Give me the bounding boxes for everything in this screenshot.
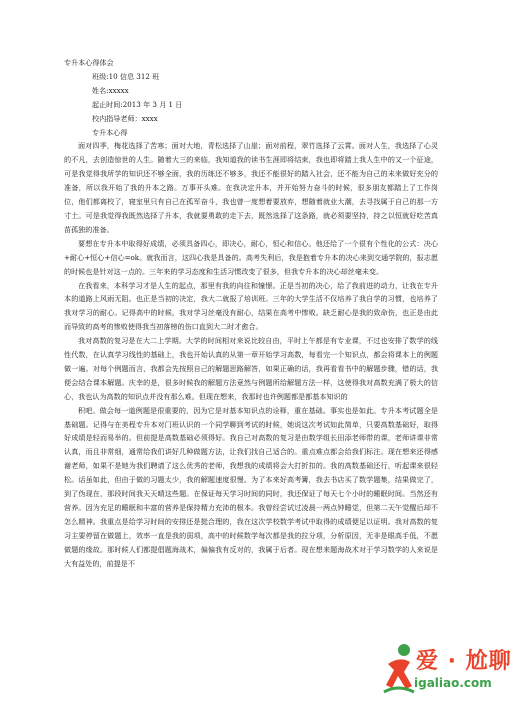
runner-icon — [382, 642, 416, 694]
watermark-brand: 爱 · 尬聊 — [416, 649, 512, 674]
watermark-url: igaliao.com — [414, 676, 492, 690]
document-body — [64, 56, 438, 571]
paragraph: 面对四季，梅花选择了苦寒；面对大地，青松选择了山崖；面对前程，翠竹选择了云霄。面对人生，我选择了心灵的不凡，去创造惊世的人生。随着大三的来临，我知道我的读书生涯即将结束，我也即将踏上我人生中的又一个征途，可是我觉得我所学的知识还不够全面，我的历练还不够多，我还不能很好的踏入社会，还不能为自己的未来做好充分的准备，所以我开始了我的升本之路。万事开头难。在我决定升本，并开始努力奋斗的时候，很多朋友都踏上了工作岗位，他们都离校了，寝室里只有自己在孤军奋斗，我也曾一度想着要放弃，想随着就业大潮，去寻找属于自己的那一方寸土。可是我觉得我既然选择了升本，我就要勇敢的走下去，既然选择了这条路，就必须要坚持，持之以恒就好吃苦真苗孤独的准备。 — [64, 141, 438, 234]
paragraph: 积吧。做会每一道例题是很重要的，因为它是对基本知识点的诠释，重在基础。事实也是如此。专升本考试题全是基础题。记得与在美程专升本对门班认识的一个同学聊到考试的时候，她说这次考试如此简单，只要高数基础好，取得好成绩是轻而易举的。但前提是高数基础必须得好。我自己对高数的复习是由数学组长田添老师带的课，老师讲课非常认真，而且非常细，通常给我们讲好几种做题方法，让我们找自己适合的。重点难点都会给我们标注。现在想来还得感谢老师，如果不是她为我们聘请了这么优秀的老师，我想我的成绩将会大打折扣的。我的高数基础还行，听起课来很轻松。话虽如此，但由于做的习题太少，我的解题速度很慢。为了本来好高考篝，我去书店买了数学题集，结果做完了，到了伪现在，那段时间我天天晴这些题。在保证每天学习时间的同时，我还保证了每天七个小时的睡眠时间。当然还有营养。因为充足的睡眠和丰富的营养是保持精力充沛的根本。我曾经尝试过凌晨一两点钟睡觉，但第二天午觉醒后却不怎么精神。我重点是给学习时间的安排还是挺合理的，我在这次学校数学考试中取得的成绩便足以证明。我对高数的复习主要停留在做题上，效率一直是我的弱项，高中的时候数学每次都是我的拉分项，分析原因，无非是眼高手低，不愿做题的缘故。那时候人们都提倡题海战术，偏偏我有反对的，我属于后者。现在想来题海战术对于学习数学的人来说是大有益处的，前提是不 — [64, 405, 438, 568]
advisor-info: 校内指导老师：xxxx — [92, 113, 158, 123]
watermark-logo — [382, 638, 512, 700]
date-info: 起止时间:2013 年 3 月 1 日 — [92, 99, 183, 109]
class-info: 班级:10 信息 312 班 — [92, 71, 160, 81]
paragraph: 我对高数的复习是在大二上学期。大学的时间相对来说比较自由，平时上午都是有专业课，不过也安排了数学的线性代数，在认真学习线性的基础上，我也开始认真的从第一章开始学习高数，每看完一个知识点，都会将课本上的例题做一遍。对每个例题而言，我都会先按照自己的解题思路解答，如果正确的话，我再看看书中的解题步骤，错的话，我便会结合课本解题。庆幸的是，很多时候我的解题方法竟然与例题所给解题方法一样，这使得我对高数充满了极大的信心，我也认为高数的知识点并没有那么难。但现在想来，我那时也许例题都是都基本知识的 — [64, 336, 438, 401]
section-heading: 专升本心得 — [92, 127, 128, 137]
document-title: 专升本心得体会 — [64, 58, 114, 67]
name-info: 姓名:xxxxx — [92, 85, 129, 95]
paragraph: 要想在专升本中取得好成绩，必须具备四心，即决心，耐心，恒心和信心。他还给了一个很有个性化的公式：决心+耐心+恒心+信心=ok。就我而言，这四心我是具备的。高考失利后，我是抱着专升本的决心来到交通学院的，报志愿的时候也是针对这一点的。三年来的学习态度和生活习惯改变了很多，但我专升本的决心却丝毫未变。 — [64, 238, 438, 276]
paragraph: 在我看来，本科学习才是人生的起点，那里有我的向往和憧憬。正是当初的决心，给了我前进的动力，让我在专升本的道路上风雨无阻。也正是当初的决定，我大二就报了培训班。三年的大学生活不仅培养了我自学的习惯，也培养了我对学习的耐心。记得高中的时候，我对学习丝毫没有耐心，结果在高考中惨败。缺乏耐心是我的致命伤，也正是由此而导致的高考的惨败使得我当初落榜的伤口直到大二时才愈合。 — [64, 280, 438, 332]
